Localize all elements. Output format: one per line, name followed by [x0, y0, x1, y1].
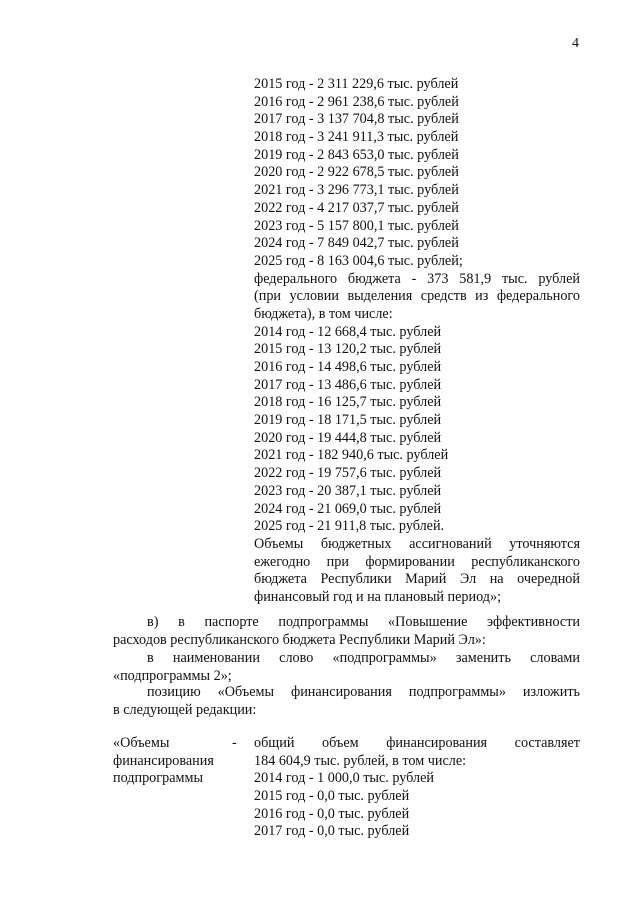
financing-details — [254, 735, 580, 841]
top-list-item: 2019 год - 2 843 653,0 тыс. рублей — [254, 146, 459, 163]
section-v-paragraph — [113, 614, 580, 649]
section-naming-line: «подпрограммы 2»; — [113, 667, 232, 684]
federal-list-item: 2015 год - 13 120,2 тыс. рублей — [254, 341, 442, 358]
financing-line: 2016 год - 0,0 тыс. рублей — [254, 805, 410, 822]
section-position-line: позицию «Объемы финансирования подпрограммы» изложить — [147, 684, 580, 700]
section-position-line: в следующей редакции: — [113, 701, 257, 718]
top-list-item: 2016 год - 2 961 238,6 тыс. рублей — [254, 93, 459, 110]
federal-intro-line: (при условии выделения средств из федерального — [254, 288, 580, 305]
section-v-line: расходов республиканского бюджета Республики Марий Эл»: — [113, 631, 486, 648]
budget-details-column — [254, 76, 580, 607]
federal-list-item: 2022 год - 19 757,6 тыс. рублей — [254, 465, 442, 482]
federal-list-item: 2020 год - 19 444,8 тыс. рублей — [254, 429, 442, 446]
top-list-item: 2024 год - 7 849 042,7 тыс. рублей — [254, 235, 459, 252]
financing-line: 2017 год - 0,0 тыс. рублей — [254, 823, 410, 840]
federal-list-item: 2017 год - 13 486,6 тыс. рублей — [254, 376, 442, 393]
federal-list-item: 2016 год - 14 498,6 тыс. рублей — [254, 359, 442, 375]
financing-line: общий объем финансирования составляет — [254, 735, 580, 751]
financing-line: 2015 год - 0,0 тыс. рублей — [254, 788, 410, 805]
top-list-item: 2023 год - 5 157 800,1 тыс. рублей — [254, 217, 459, 234]
top-list-item: 2022 год - 4 217 037,7 тыс. рублей — [254, 199, 459, 216]
financing-label — [113, 735, 241, 788]
federal-list-item: 2021 год - 182 940,6 тыс. рублей — [254, 447, 449, 464]
label-dash: - — [232, 735, 237, 751]
section-position-paragraph — [113, 684, 580, 719]
federal-list-item: 2019 год - 18 171,5 тыс. рублей — [254, 412, 442, 429]
page-number: 4 — [572, 36, 579, 51]
section-v-line: в) в паспорте подпрограммы «Повышение эффективности — [147, 614, 580, 630]
top-list-item: 2018 год - 3 241 911,3 тыс. рублей — [254, 129, 459, 146]
note-line: Объемы бюджетных ассигнований уточняются — [254, 535, 580, 552]
top-list-item: 2017 год - 3 137 704,8 тыс. рублей — [254, 111, 459, 128]
federal-list-item: 2024 год - 21 069,0 тыс. рублей — [254, 500, 442, 517]
section-naming-line: в наименовании слово «подпрограммы» заменить словами — [147, 650, 580, 666]
top-list-item: 2015 год - 2 311 229,6 тыс. рублей — [254, 76, 459, 92]
note-line: бюджета Республики Марий Эл на очередной — [254, 571, 580, 588]
federal-list-item: 2018 год - 16 125,7 тыс. рублей — [254, 394, 442, 411]
financing-line: 184 604,9 тыс. рублей, в том числе: — [254, 752, 467, 769]
financing-label-line: подпрограммы — [113, 770, 203, 787]
federal-list-item: 2023 год - 20 387,1 тыс. рублей — [254, 482, 442, 499]
federal-list-item: 2025 год - 21 911,8 тыс. рублей. — [254, 518, 445, 535]
top-list-item: 2020 год - 2 922 678,5 тыс. рублей — [254, 164, 459, 181]
note-line: финансовый год и на плановый период»; — [254, 588, 502, 605]
federal-intro-line: федерального бюджета - 373 581,9 тыс. рублей — [254, 270, 580, 287]
top-list-item: 2025 год - 8 163 004,6 тыс. рублей; — [254, 252, 463, 269]
federal-list-item: 2014 год - 12 668,4 тыс. рублей — [254, 323, 442, 340]
section-naming-paragraph — [113, 650, 580, 685]
note-line: ежегодно при формировании республиканского — [254, 553, 580, 570]
financing-label-line: финансирования — [113, 752, 214, 769]
top-list-item: 2021 год - 3 296 773,1 тыс. рублей — [254, 182, 459, 199]
financing-line: 2014 год - 1 000,0 тыс. рублей — [254, 770, 434, 787]
financing-label-line: «Объемы — [113, 735, 170, 751]
federal-intro-line: бюджета), в том числе: — [254, 305, 393, 322]
